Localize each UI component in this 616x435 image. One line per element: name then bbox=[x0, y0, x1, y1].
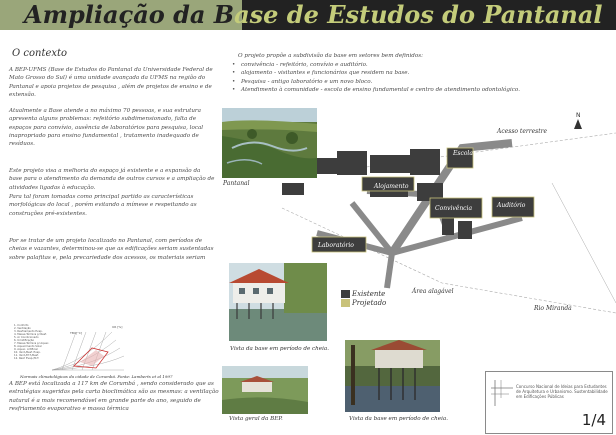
svg-text:10. Vent./Resf. Evap.: 10. Vent./Resf. Evap. bbox=[14, 351, 41, 354]
caption-photo-3: Vista da base em período de cheia. bbox=[349, 416, 448, 422]
context-paragraph-3: Este projeto visa a melhoria do espaço já existente e a expansão da base para o atendimento da demanda de outros cursos e a ampliação de atividades ligadas à educação. bbox=[9, 168, 215, 191]
stamp-text: Concurso Nacional de Ideias para Estudantes de Arquitetura e Urbanismo. Sustentabilidade em Edificações Públicas bbox=[516, 384, 608, 399]
label-convivencia: Convivência bbox=[435, 205, 473, 212]
title-part-dark: Ampliação da B bbox=[24, 0, 235, 29]
svg-text:12. Resf. Evap./M.T.: 12. Resf. Evap./M.T. bbox=[14, 357, 40, 360]
caption-photo-1: Vista da base em período de cheia. bbox=[230, 346, 329, 352]
context-paragraph-6: A BEP está localizada a 117 km de Corumbá , sendo considerado que as estratégias sugeridas pela carta bioclimática são as mesmas: a ventilação natural é a mais recomendável em grande parte do ano, seguido de resfriamento evaporativo e massa térmica bbox=[9, 381, 219, 412]
legend-projected-swatch bbox=[341, 299, 350, 307]
svg-text:5. Ar Condicionado: 5. Ar Condicionado bbox=[14, 336, 39, 339]
label-acesso: Acesso terrestre bbox=[497, 128, 548, 135]
aerial-label: Pantanal bbox=[223, 180, 250, 187]
label-auditorio: Auditório bbox=[497, 202, 526, 209]
label-area: Área alagável bbox=[412, 288, 454, 295]
svg-text:6. Umidificação: 6. Umidificação bbox=[14, 339, 35, 342]
label-rio: Rio Miranda bbox=[534, 305, 572, 312]
label-escola: Escola bbox=[453, 150, 473, 157]
photo-stilts bbox=[345, 340, 440, 412]
competition-stamp bbox=[485, 371, 613, 434]
legend-existing-swatch bbox=[341, 290, 350, 298]
svg-text:1. Conforto: 1. Conforto bbox=[14, 324, 29, 327]
program-item: • Pesquisa - antigo laboratório e um novo bloco. bbox=[232, 78, 612, 86]
program-item: • Atendimento à comunidade - escola de ensino fundamental e centro de atendimento odontológico. bbox=[232, 86, 612, 94]
svg-text:3. Resfriamento Evap.: 3. Resfriamento Evap. bbox=[14, 330, 43, 333]
north-arrow bbox=[574, 112, 582, 129]
photo-general-view bbox=[222, 366, 308, 414]
svg-text:2. Ventilação: 2. Ventilação bbox=[14, 327, 31, 330]
svg-text:11. Vent./M.T./Resf.: 11. Vent./M.T./Resf. bbox=[14, 354, 39, 357]
svg-text:4. Massa Térmica p/ Resf.: 4. Massa Térmica p/ Resf. bbox=[14, 333, 47, 336]
photo-base-flood bbox=[229, 263, 327, 341]
svg-text:7. Massa Térmica p/ Aquec.: 7. Massa Térmica p/ Aquec. bbox=[14, 342, 50, 345]
climate-caption: Normais climatológicas da cidade de Corumbá. Fonte: Lamberts et al 1997 bbox=[20, 374, 173, 379]
program-list bbox=[232, 61, 612, 94]
context-heading: O contexto bbox=[12, 48, 68, 59]
legend-existing-label: Existente bbox=[352, 290, 386, 298]
page-number: 1/4 bbox=[581, 411, 606, 429]
context-paragraph-1: A BEP-UFMS (Base de Estudos do Pantanal da Universidade Federal de Mato Grosso do Sul) é uma unidade avançada da UFMS na região do Pantanal e apoia projetos de pesquisa , além de projetos de ensino e de extensão. bbox=[9, 67, 213, 98]
svg-text:8. Aquecimento Solar: 8. Aquecimento Solar bbox=[14, 345, 42, 348]
north-label: N bbox=[576, 112, 581, 119]
label-laboratorio: Laboratório bbox=[318, 242, 354, 249]
svg-text:9. Aquec. Artificial: 9. Aquec. Artificial bbox=[14, 348, 38, 351]
program-item: • convivência - refeitório, convívio e auditório. bbox=[232, 61, 612, 69]
page-title bbox=[24, 1, 602, 29]
program-item: • alojamento - visitantes e funcionários que residem na base. bbox=[232, 69, 612, 77]
context-paragraph-5: Por se tratar de um projeto localizado no Pantanal, com períodos de cheias e vazantes, determinou-se que as edificações seriam sustentadas sobre palafitas e, pela precariedade dos acessos, os materiais seriam bbox=[9, 238, 214, 261]
bioclimatic-chart bbox=[12, 322, 212, 372]
title-part-light: ase de Estudos do Pantanal bbox=[234, 0, 603, 29]
competition-logo bbox=[491, 380, 513, 406]
context-paragraph-4: Para tal foram tomadas como principal partido as características morfológicas do local , porém evitando a mímese e respeitando as construções pré-existentes. bbox=[9, 194, 197, 217]
program-intro: O projeto propõe a subdivisão da base em setores bem definidos: bbox=[238, 53, 424, 59]
svg-text:UR [%]: UR [%] bbox=[112, 325, 123, 329]
legend-projected-label: Projetado bbox=[352, 299, 387, 307]
svg-text:TBU[°C]: TBU[°C] bbox=[70, 331, 83, 335]
label-alojamento: Alojamento bbox=[374, 183, 409, 190]
caption-photo-2: Vista geral da BEP. bbox=[229, 416, 283, 422]
existing-buildings bbox=[282, 149, 472, 239]
context-paragraph-2: Atualmente a Base atende a no máximo 70 pessoas, e sua estrutura apresenta alguns problemas: refeitório subdimensionado, falta de espaços para convívio, ausência de laboratórios para pesquisa, local inapropriado para ensino fundamental , tratamento inadequado de resíduos. bbox=[9, 108, 204, 148]
